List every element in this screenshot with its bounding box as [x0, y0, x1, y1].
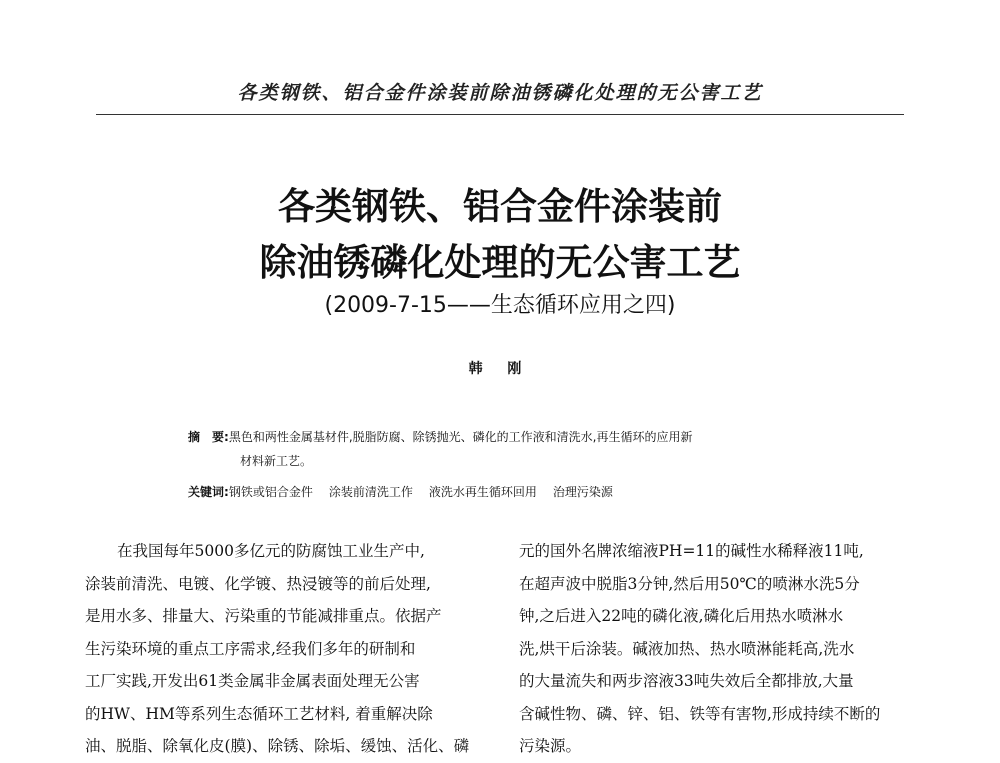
header-rule	[96, 114, 904, 115]
title-line-1: 各类钢铁、铝合金件涂装前	[278, 184, 722, 228]
body-column-right	[519, 535, 927, 763]
subtitle: (2009-7-15——生态循环应用之四)	[324, 293, 676, 318]
running-head: 各类钢铁、铝合金件涂装前除油锈磷化处理的无公害工艺	[237, 82, 763, 104]
body-line: 在我国每年5000多亿元的防腐蚀工业生产中,	[117, 542, 425, 560]
body-line: 洗,烘干后涂装。碱液加热、热水喷淋能耗高,洗水	[519, 639, 855, 658]
title-line-2: 除油锈磷化处理的无公害工艺	[259, 240, 741, 284]
body-line: 是用水多、排量大、污染重的节能减排重点。依据产	[85, 607, 442, 625]
body-line: 在超声波中脱脂3分钟,然后用50℃的喷淋水洗5分	[519, 574, 860, 593]
abstract	[188, 425, 828, 473]
body-line: 含碱性物、磷、锌、铝、铁等有害物,形成持续不断的	[519, 704, 881, 723]
body-line: 污染源。	[519, 737, 582, 755]
author: 韩 刚	[468, 361, 532, 377]
body-line: 元的国外名牌浓缩液PH=11的碱性水稀释液11吨,	[519, 542, 864, 560]
keyword-item: 治理污染源	[552, 485, 613, 499]
keyword-item: 钢铁或铝合金件	[228, 485, 313, 499]
body-line: 油、脱脂、除氧化皮(膜)、除锈、除垢、缓蚀、活化、磷	[85, 737, 470, 755]
abstract-line-2: 材料新工艺。	[240, 454, 313, 468]
body-line: 生污染环境的重点工序需求,经我们多年的研制和	[85, 639, 416, 658]
body-line: 的HW、HM等系列生态循环工艺材料, 着重解决除	[85, 704, 433, 723]
body-column-left	[85, 535, 493, 763]
body-line: 涂装前清洗、电镀、化学镀、热浸镀等的前后处理,	[85, 574, 431, 593]
body-line: 工厂实践,开发出61类金属非金属表面处理无公害	[85, 672, 420, 690]
abstract-line-1: 黑色和两性金属基材件,脱脂防腐、除锈抛光、磷化的工作液和清洗水,再生循环的应用新	[228, 430, 693, 444]
keywords	[188, 483, 828, 500]
abstract-label: 摘 要:	[188, 430, 229, 444]
keyword-item: 液洗水再生循环回用	[428, 485, 537, 499]
keywords-label: 关键词:	[188, 485, 229, 499]
body-line: 钟,之后进入22吨的磷化液,磷化后用热水喷淋水	[519, 607, 844, 625]
body-line: 的大量流失和两步溶液33吨失效后全都排放,大量	[519, 672, 854, 690]
keyword-item: 涂装前清洗工作	[328, 485, 413, 499]
